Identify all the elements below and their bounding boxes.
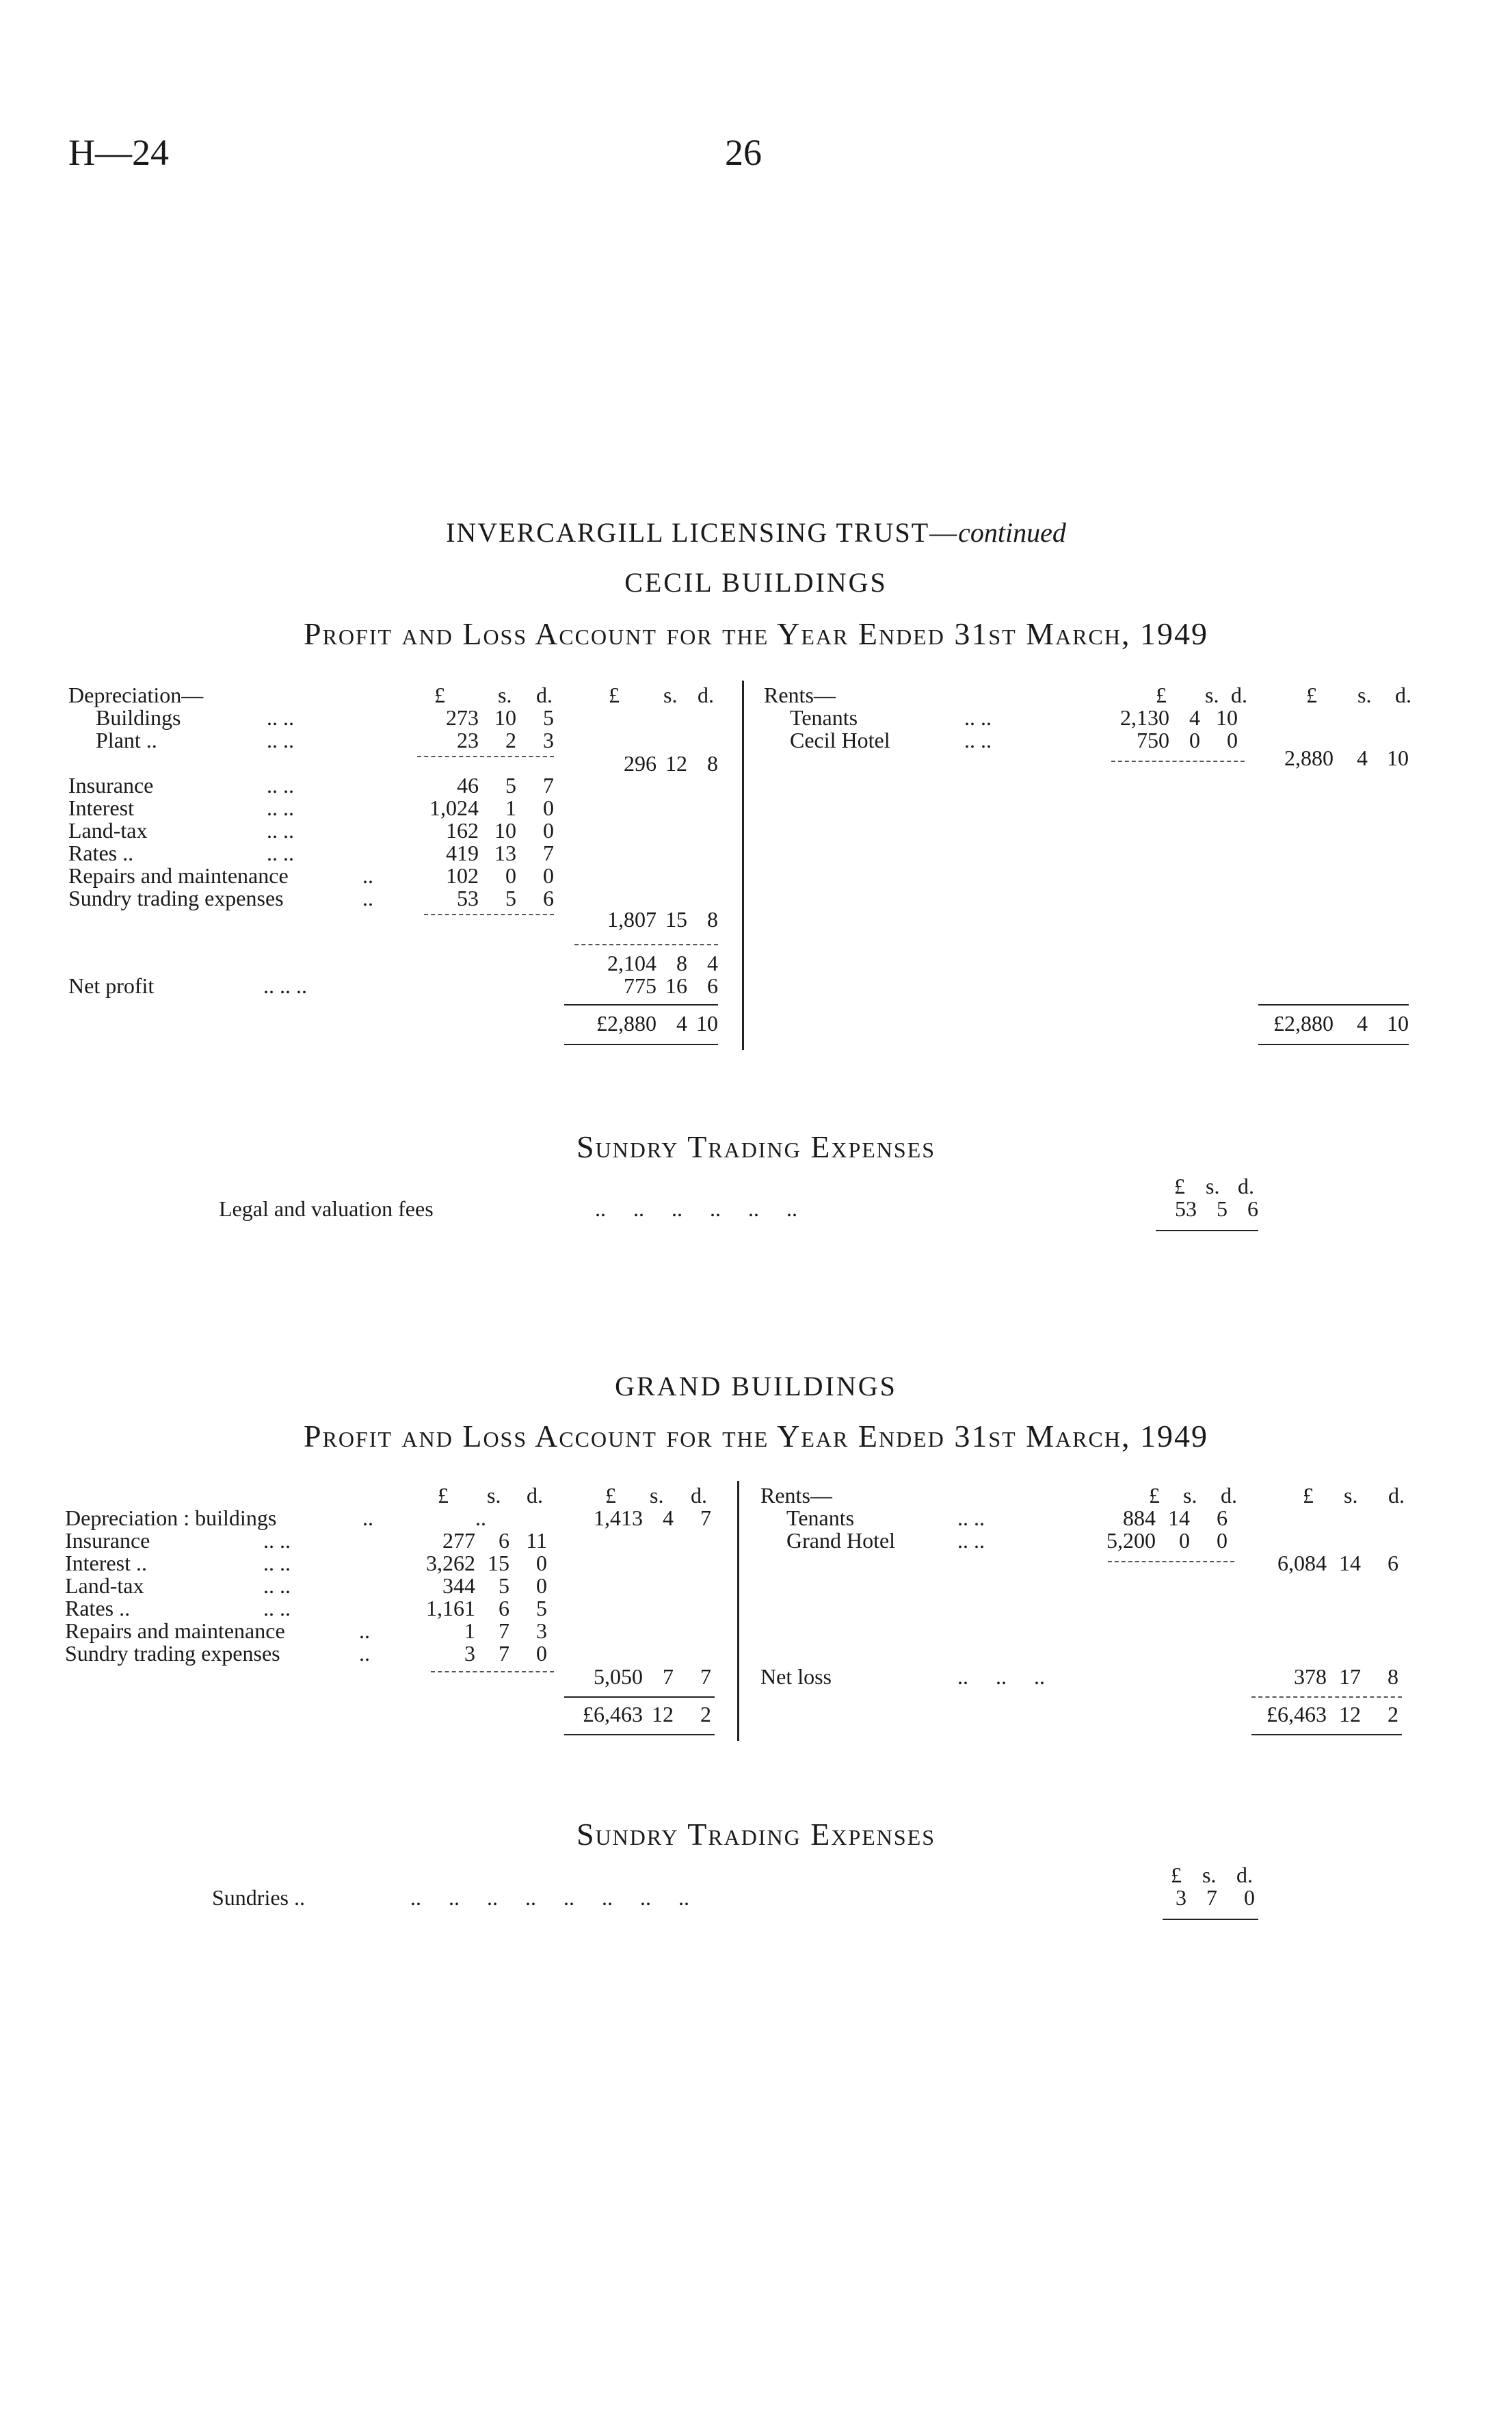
cecil-rents-subtotal-rule xyxy=(1111,761,1245,762)
trust-title xyxy=(0,516,1512,549)
row-label: Tenants xyxy=(790,705,858,730)
leader-dots: .. .. .. xyxy=(263,973,307,998)
col-pound: £ xyxy=(1174,1174,1185,1198)
grand-col-pound-2: £ xyxy=(605,1483,616,1508)
leader-dots: .. .. xyxy=(957,1528,985,1553)
amount-pounds: 273 xyxy=(446,705,479,730)
grand-right-total-rule-top xyxy=(1251,1696,1402,1698)
cecil-left-total-rule-top xyxy=(564,1004,718,1006)
leader-dots: .. .. xyxy=(263,1551,291,1575)
amount-pence: 6 xyxy=(1247,1196,1258,1221)
cecil-subtotal-rule xyxy=(574,944,718,945)
grand-col-shilling-4: s. xyxy=(1344,1483,1358,1508)
cecil-col-pound-1: £ xyxy=(434,683,445,707)
amount-pounds: 884 xyxy=(1123,1506,1156,1530)
cecil-col-pound-3: £ xyxy=(1156,683,1167,707)
col-pound: £ xyxy=(1171,1863,1182,1887)
row-label: Legal and valuation fees xyxy=(219,1196,434,1221)
cecil-left-total-rule-bottom xyxy=(564,1044,718,1045)
row-label: Buildings xyxy=(96,705,181,730)
grand-expenses-subtotal-rule xyxy=(431,1671,554,1672)
amount-pounds: 1,413 xyxy=(594,1506,643,1530)
col-pence: d. xyxy=(1238,1174,1254,1198)
amount-pounds: 1,161 xyxy=(426,1596,475,1620)
leader-dots: .. xyxy=(362,886,373,910)
leader-dots: .. xyxy=(359,1618,370,1643)
amount-pence: 10 xyxy=(1387,1011,1409,1036)
amount-pounds: 102 xyxy=(446,863,479,888)
row-label: Repairs and maintenance xyxy=(65,1618,285,1643)
cecil-heading: CECIL BUILDINGS xyxy=(624,567,888,598)
cecil-rents-label: Rents— xyxy=(764,683,836,707)
cecil-col-shilling-2: s. xyxy=(663,683,678,707)
amount-shillings: 4 xyxy=(1357,1011,1368,1036)
amount-pence: 10 xyxy=(696,1011,718,1036)
amount-pounds: 2,104 xyxy=(607,951,656,975)
row-label: Insurance xyxy=(68,773,154,798)
amount-pounds: £6,463 xyxy=(583,1702,643,1726)
amount-shillings: 8 xyxy=(676,951,687,975)
amount-pence: 0 xyxy=(543,796,554,820)
amount-pence: 4 xyxy=(707,951,718,975)
amount-pounds: 1,024 xyxy=(429,796,479,820)
cecil-expenses-subtotal-rule xyxy=(424,914,554,915)
leader-dots: .. .. xyxy=(267,773,294,798)
amount-shillings: 14 xyxy=(1168,1506,1190,1530)
amount-shillings: 15 xyxy=(488,1551,509,1575)
amount-pence: 11 xyxy=(526,1528,547,1553)
amount-shillings: 0 xyxy=(1189,728,1200,752)
amount-shillings: 5 xyxy=(505,886,516,910)
amount-pence: 0 xyxy=(543,863,554,888)
grand-col-pence-2: d. xyxy=(691,1483,707,1508)
amount-shillings: 10 xyxy=(494,705,516,730)
amount-pence: 8 xyxy=(1388,1664,1398,1689)
leader-dots: .. .. .. xyxy=(957,1664,1045,1689)
amount-pounds: 1 xyxy=(464,1618,475,1643)
amount-pounds: £6,463 xyxy=(1266,1702,1327,1726)
amount-pounds: 378 xyxy=(1294,1664,1327,1689)
row-label: Interest xyxy=(68,796,134,820)
leader-dots: .. xyxy=(359,1641,370,1666)
leader-dots: .. .. xyxy=(964,728,992,752)
amount-shillings: 5 xyxy=(505,773,516,798)
leader-dots: .. xyxy=(475,1506,486,1530)
row-label: Depreciation : buildings xyxy=(65,1506,277,1530)
row-label: Repairs and maintenance xyxy=(68,863,289,888)
leader-dots: .. .. xyxy=(263,1596,291,1620)
grand-col-pound-1: £ xyxy=(438,1483,449,1508)
leader-dots: .. xyxy=(362,1506,373,1530)
amount-shillings: 4 xyxy=(1357,746,1368,770)
amount-shillings: 7 xyxy=(499,1618,509,1643)
leader-dots: .. .. xyxy=(267,728,294,752)
amount-shillings: 4 xyxy=(663,1506,674,1530)
cecil-col-pence-3: d. xyxy=(1231,683,1247,707)
leader-dots: .. xyxy=(362,863,373,888)
amount-pence: 0 xyxy=(536,1641,547,1666)
amount-pence: 3 xyxy=(536,1618,547,1643)
row-label: Cecil Hotel xyxy=(790,728,890,752)
amount-pounds: 23 xyxy=(457,728,479,752)
amount-pence: 8 xyxy=(707,751,718,776)
amount-pounds: £2,880 xyxy=(596,1011,656,1036)
cecil-col-shilling-3: s. xyxy=(1205,683,1219,707)
amount-shillings: 7 xyxy=(663,1664,674,1689)
amount-pounds: 296 xyxy=(624,751,656,776)
amount-pence: 2 xyxy=(1388,1702,1398,1726)
leader-dots: .. .. .. .. .. .. xyxy=(595,1196,797,1221)
amount-pounds: 750 xyxy=(1137,728,1169,752)
amount-pence: 0 xyxy=(543,818,554,843)
grand-col-shilling-1: s. xyxy=(487,1483,501,1508)
amount-pounds: 53 xyxy=(1175,1196,1197,1221)
amount-pounds: 3 xyxy=(1176,1885,1186,1910)
amount-pounds: 344 xyxy=(442,1573,475,1598)
amount-shillings: 5 xyxy=(1217,1196,1228,1221)
amount-pence: 2 xyxy=(700,1702,711,1726)
amount-shillings: 6 xyxy=(499,1596,509,1620)
leader-dots: .. .. xyxy=(267,841,294,865)
leader-dots: .. .. xyxy=(267,818,294,843)
row-label: Land-tax xyxy=(65,1573,144,1598)
amount-pounds: 2,130 xyxy=(1120,705,1169,730)
grand-sundry-total-rule xyxy=(1163,1919,1258,1920)
amount-pounds: 53 xyxy=(457,886,479,910)
amount-pounds: 46 xyxy=(457,773,479,798)
amount-pence: 7 xyxy=(543,773,554,798)
leader-dots: .. .. xyxy=(267,705,294,730)
page-section-code: H—24 xyxy=(68,132,169,173)
amount-shillings: 15 xyxy=(665,907,687,932)
amount-pounds: 5,200 xyxy=(1106,1528,1156,1553)
cecil-sundry-total-rule xyxy=(1156,1230,1258,1231)
amount-shillings: 7 xyxy=(499,1641,509,1666)
amount-shillings: 13 xyxy=(494,841,516,865)
leader-dots: .. .. xyxy=(263,1573,291,1598)
cecil-column-divider xyxy=(742,681,744,1050)
cecil-sundry-heading: Sundry Trading Expenses xyxy=(576,1129,936,1164)
amount-pence: 0 xyxy=(536,1551,547,1575)
amount-shillings: 16 xyxy=(665,973,687,998)
grand-col-pence-4: d. xyxy=(1388,1483,1405,1508)
grand-col-shilling-3: s. xyxy=(1183,1483,1197,1508)
amount-pounds: 2,880 xyxy=(1284,746,1334,770)
amount-shillings: 14 xyxy=(1339,1551,1361,1575)
row-label: Interest .. xyxy=(65,1551,147,1575)
row-label: Sundry trading expenses xyxy=(65,1641,280,1666)
cecil-right-total-rule-bottom xyxy=(1258,1044,1409,1045)
amount-pence: 0 xyxy=(1227,728,1238,752)
row-label: Plant .. xyxy=(96,728,157,752)
amount-shillings: 0 xyxy=(505,863,516,888)
row-label: Rates .. xyxy=(65,1596,131,1620)
grand-col-pence-3: d. xyxy=(1221,1483,1237,1508)
amount-pence: 6 xyxy=(1217,1506,1228,1530)
grand-left-total-rule-top xyxy=(564,1696,715,1698)
amount-pence: 7 xyxy=(700,1664,711,1689)
amount-pence: 7 xyxy=(700,1506,711,1530)
grand-sundry-heading: Sundry Trading Expenses xyxy=(576,1817,936,1852)
amount-pounds: 162 xyxy=(446,818,479,843)
cecil-dep-subtotal-rule xyxy=(417,756,554,757)
row-label: Net profit xyxy=(68,973,155,998)
amount-pounds: 3,262 xyxy=(426,1551,475,1575)
grand-rents-subtotal-rule xyxy=(1108,1561,1234,1562)
cecil-col-shilling-4: s. xyxy=(1357,683,1372,707)
cecil-account-title: Profit and Loss Account for the Year Ended 31st March, 1949 xyxy=(303,616,1208,651)
amount-pence: 7 xyxy=(543,841,554,865)
cecil-col-pence-1: d. xyxy=(536,683,553,707)
cecil-col-pence-2: d. xyxy=(698,683,714,707)
amount-shillings: 12 xyxy=(652,1702,674,1726)
amount-pence: 6 xyxy=(707,973,718,998)
grand-col-shilling-2: s. xyxy=(650,1483,664,1508)
leader-dots: .. .. xyxy=(263,1528,291,1553)
row-label: Sundry trading expenses xyxy=(68,886,284,910)
cecil-col-pound-2: £ xyxy=(609,683,620,707)
grand-col-pound-4: £ xyxy=(1303,1483,1314,1508)
amount-shillings: 2 xyxy=(505,728,516,752)
grand-account-title: Profit and Loss Account for the Year Ended 31st March, 1949 xyxy=(303,1419,1208,1454)
grand-heading: GRAND BUILDINGS xyxy=(615,1371,897,1402)
amount-shillings: 0 xyxy=(1179,1528,1190,1553)
grand-right-total-rule-bottom xyxy=(1251,1734,1402,1735)
cecil-col-pence-4: d. xyxy=(1395,683,1411,707)
grand-column-divider xyxy=(737,1481,739,1741)
grand-col-pound-3: £ xyxy=(1149,1483,1160,1508)
amount-pounds: 5,050 xyxy=(594,1664,643,1689)
amount-pounds: 419 xyxy=(446,841,479,865)
amount-shillings: 12 xyxy=(1339,1702,1361,1726)
col-pence: d. xyxy=(1236,1863,1253,1887)
row-label: Grand Hotel xyxy=(786,1528,896,1553)
cecil-right-total-rule-top xyxy=(1258,1004,1409,1006)
amount-pounds: 6,084 xyxy=(1277,1551,1327,1575)
amount-pence: 5 xyxy=(536,1596,547,1620)
row-label: Sundries .. xyxy=(212,1885,305,1910)
cecil-col-shilling-1: s. xyxy=(498,683,512,707)
leader-dots: .. .. xyxy=(957,1506,985,1530)
trust-title-main: INVERCARGILL LICENSING TRUST— xyxy=(446,517,959,548)
amount-shillings: 1 xyxy=(505,796,516,820)
row-label: Insurance xyxy=(65,1528,150,1553)
amount-shillings: 5 xyxy=(499,1573,509,1598)
amount-shillings: 17 xyxy=(1339,1664,1361,1689)
amount-shillings: 12 xyxy=(665,751,687,776)
trust-title-continued: continued xyxy=(958,517,1066,548)
amount-pounds: 277 xyxy=(442,1528,475,1553)
cecil-col-pound-4: £ xyxy=(1306,683,1317,707)
cecil-depreciation-label: Depreciation— xyxy=(68,683,204,707)
amount-shillings: 6 xyxy=(499,1528,509,1553)
grand-left-total-rule-bottom xyxy=(564,1734,715,1735)
row-label: Land-tax xyxy=(68,818,148,843)
amount-pence: 6 xyxy=(1388,1551,1398,1575)
col-shilling: s. xyxy=(1206,1174,1220,1198)
amount-pence: 10 xyxy=(1387,746,1409,770)
amount-pence: 6 xyxy=(543,886,554,910)
amount-pence: 0 xyxy=(1217,1528,1228,1553)
amount-pence: 0 xyxy=(536,1573,547,1598)
amount-pence: 8 xyxy=(707,907,718,932)
amount-pounds: 1,807 xyxy=(607,907,656,932)
amount-shillings: 10 xyxy=(494,818,516,843)
grand-rents-label: Rents— xyxy=(760,1483,832,1508)
row-label: Tenants xyxy=(786,1506,855,1530)
amount-pounds: 775 xyxy=(624,973,656,998)
leader-dots: .. .. xyxy=(964,705,992,730)
amount-pounds: 3 xyxy=(464,1641,475,1666)
amount-pence: 0 xyxy=(1244,1885,1255,1910)
row-label: Rates .. xyxy=(68,841,134,865)
amount-shillings: 7 xyxy=(1206,1885,1217,1910)
amount-pence: 5 xyxy=(543,705,554,730)
amount-shillings: 4 xyxy=(1189,705,1200,730)
amount-pence: 3 xyxy=(543,728,554,752)
amount-pence: 10 xyxy=(1216,705,1238,730)
amount-shillings: 4 xyxy=(676,1011,687,1036)
amount-pounds: £2,880 xyxy=(1273,1011,1334,1036)
leader-dots: .. .. .. .. .. .. .. .. xyxy=(410,1885,689,1910)
leader-dots: .. .. xyxy=(267,796,294,820)
row-label: Net loss xyxy=(760,1664,832,1689)
page-number: 26 xyxy=(725,132,762,173)
grand-col-pence-1: d. xyxy=(527,1483,543,1508)
col-shilling: s. xyxy=(1202,1863,1217,1887)
